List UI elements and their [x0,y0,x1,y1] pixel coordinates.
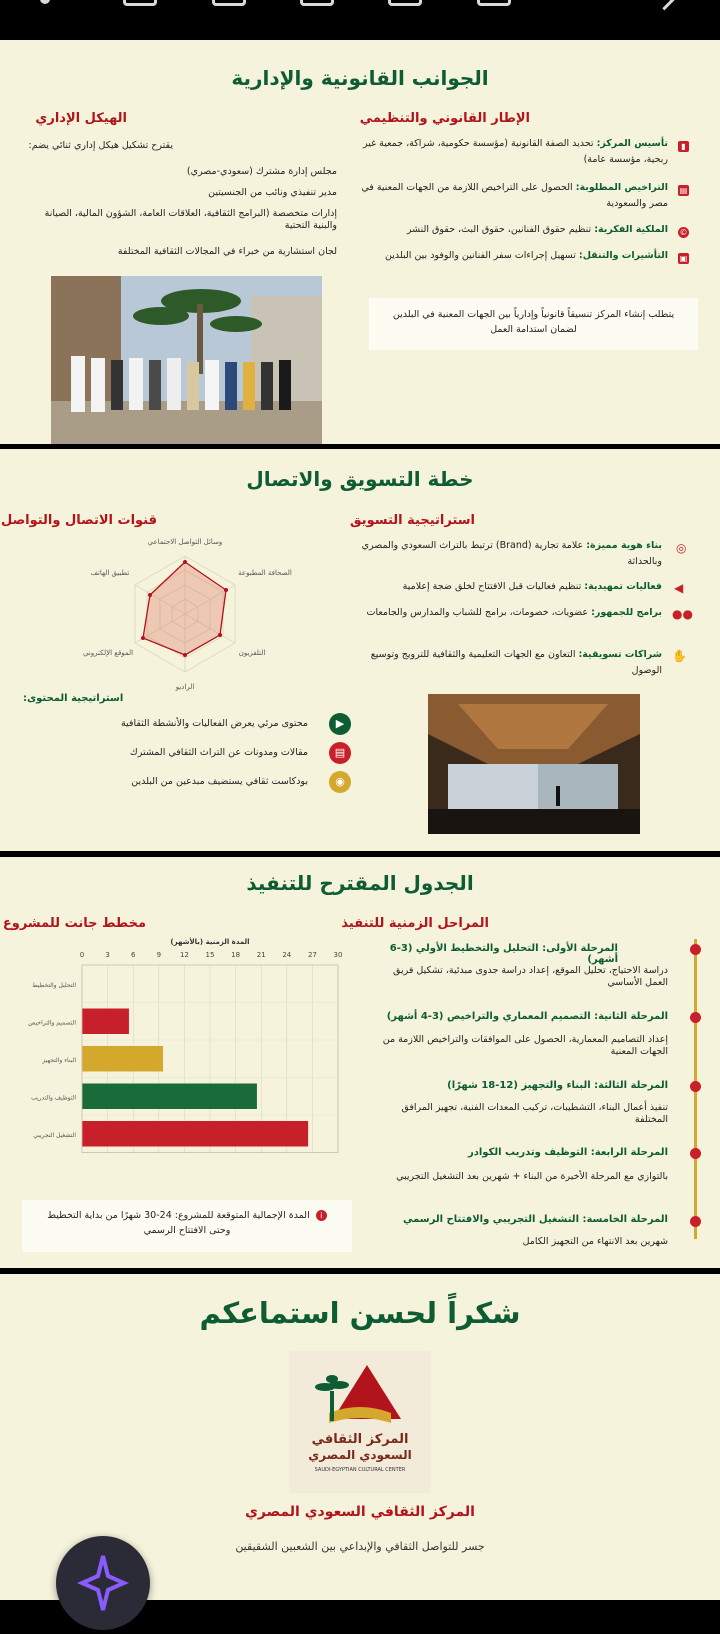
x-tick-label: 15 [205,951,215,959]
gantt-bar [82,1084,257,1110]
x-tick-label: 21 [256,951,266,959]
phase-text: تنفيذ أعمال البناء، التشطيبات، تركيب المعدات الفنية، تجهيز المرافق المختلفة [401,1102,668,1125]
admin-item: مجلس إدارة مشترك (سعودي-مصري) [186,166,337,177]
phase-text: دراسة الاحتياج، تحليل الموقع، إعداد دراسة جدوى مبدئية، تشكيل فريق العمل الأساسي [393,965,668,988]
svg-text:SAUDI-EGYPTIAN CULTURAL CENTER: SAUDI-EGYPTIAN CULTURAL CENTER [314,1467,406,1473]
legal-item: التراخيص المطلوبة: الحصول على التراخيص اللازمة من الجهات المعنية في مصر والسعودية [361,182,668,209]
legal-note: يتطلب إنشاء المركز تنسيقاً قانونياً وإدارياً بين الجهات المعنية في البلدين لضمان استدامة العمل [369,298,698,350]
x-tick-label: 30 [333,951,343,959]
megaphone-icon: ◀ [674,581,684,595]
phase-title: المرحلة الخامسة: التشغيل التجريبي والافتتاح الرسمي [402,1214,668,1225]
copyright-icon: © [679,228,688,237]
phase-text: شهرين بعد الانتهاء من التجهيز الكامل [522,1236,668,1247]
building-icon: ▮ [678,141,689,152]
sparkle-icon [56,1536,150,1630]
legal-heading: الإطار القانوني والتنظيمي [359,111,530,126]
thanks-title: شكراً لحسن استماعكم [199,1296,521,1330]
gantt-chart [20,935,350,1167]
y-tick-label: التحليل والتخطيط [32,981,76,989]
timeline-dot [690,944,701,955]
assistant-fab-button[interactable] [56,1536,150,1630]
x-tick-label: 27 [307,951,317,959]
radar-label: الموقع الإلكتروني [82,649,134,657]
strategy-heading: استراتيجية التسويق [350,513,475,528]
inbox-icon[interactable] [388,0,422,6]
note-icon[interactable] [300,0,334,6]
top-toolbar [0,0,720,40]
admin-heading: الهيكل الإداري [35,111,127,126]
strategy-item: شراكات تسويقية: التعاون مع الجهات التعليمية والثقافية للترويج وتوسيع الوصول [370,649,662,676]
gantt-bar [82,1121,308,1147]
phase-title: المرحلة الأولى: التحليل والتخطيط الأولي (3-6 أشهر) [389,943,618,965]
timeline-dot [690,1216,701,1227]
admin-intro: يقترح تشكيل هيكل إداري ثنائي يضم: [28,140,173,151]
x-tick-label: 6 [130,951,136,959]
radar-label: الراديو [175,683,195,691]
legal-item: تأسيس المركز: تحديد الصفة القانونية (مؤسسة حكومية، شراكة، جمعية غير ربحية، مؤسسة عامة) [363,138,668,165]
radar-label: تطبيق الهاتف [90,569,130,577]
tagline: جسر للتواصل الثقافي والإبداعي بين الشعبين الشقيقين [235,1540,485,1553]
legal-item: الملكية الفكرية: تنظيم حقوق الفنانين، حقوق البث، حقوق النشر [406,224,668,235]
phase-text: بالتوازي مع المرحلة الأخيرة من البناء + شهرين بعد التشغيل التجريبي [396,1171,668,1182]
newspaper-icon: ▤ [329,742,351,764]
timeline-dot [690,1081,701,1092]
handshake-icon: ✋ [672,649,687,663]
slide-marketing [0,449,720,851]
document-icon[interactable] [212,0,246,6]
content-item: محتوى مرئي يعرض الفعاليات والأنشطة الثقافية [120,718,308,729]
gantt-heading: مخطط جانت للمشروع [2,916,146,931]
slide-timeline [0,857,720,1268]
phase-title: المرحلة الثانية: التصميم المعماري والتراخيص (3-4 أشهر) [386,1011,668,1022]
strategy-item: برامج للجمهور: عضويات، خصومات، برامج للشباب والمدارس والجامعات [366,607,662,618]
content-heading: استراتيجية المحتوى: [23,693,124,704]
y-tick-label: التشغيل التجريبي [33,1131,76,1139]
radar-label: وسائل التواصل الاجتماعي [147,538,223,546]
chevron-icon[interactable] [652,0,675,10]
svg-text:المركز الثقافي: المركز الثقافي [311,1432,409,1447]
group-photo [51,276,322,444]
center-name: المركز الثقافي السعودي المصري [245,1504,475,1520]
y-tick-label: البناء والتجهيز [42,1056,76,1064]
passport-icon: ▣ [679,254,688,263]
slide-title: الجدول المقترح للتنفيذ [246,871,474,895]
strategy-item: بناء هوية مميزة: علامة تجارية (Brand) ترتبط بالتراث السعودي والمصري وبالحداثة [361,540,662,567]
dot-icon[interactable] [40,0,50,4]
gantt-bar [82,1009,129,1035]
content-item: بودكاست ثقافي يستضيف مبدعين من البلدين [131,776,308,787]
info-icon: i [316,1210,327,1221]
admin-item: إدارات متخصصة (البرامج الثقافية، العلاقات العامة، الشؤون المالية، الصيانة والبنية التحتية [44,208,337,231]
x-tick-label: 9 [156,951,162,959]
video-icon: ▶ [329,713,351,735]
radar-label: الصحافة المطبوعة [238,569,292,577]
channels-heading: قنوات الاتصال والتواصل [0,513,157,528]
phase-title: المرحلة الثالثة: البناء والتجهيز (12-18 شهرًا) [447,1080,668,1091]
x-tick-label: 12 [179,951,189,959]
phase-text: إعداد التصاميم المعمارية، الحصول على الموافقات والتراخيص اللازمة من الجهات المعنية [382,1034,668,1057]
x-tick-label: 0 [79,951,85,959]
gantt-note [22,1200,352,1252]
content-item: مقالات ومدونات عن التراث الثقافي المشترك [129,747,308,758]
interior-photo [428,694,640,834]
admin-item: مدير تنفيذي ونائب من الجنسيتين [208,187,337,198]
admin-item: لجان استشارية من خبراء في المجالات الثقافية المختلفة [117,246,337,257]
legal-item: التأشيرات والتنقل: تسهيل إجراءات سفر الفنانين والوفود بين البلدين [385,250,668,261]
document-icon: ▤ [679,186,688,195]
gantt-bar [82,1046,163,1072]
phase-title: المرحلة الرابعة: التوظيف وتدريب الكوادر [467,1147,668,1158]
phases-heading: المراحل الزمنية للتنفيذ [341,916,489,931]
radar-label: التلفزيون [238,649,266,657]
y-tick-label: التوظيف والتدريب [31,1094,76,1102]
logo-graphic [289,1351,431,1493]
square-icon[interactable] [123,0,157,6]
x-axis-label: المدة الزمنية (بالأشهر) [170,938,250,946]
x-tick-label: 18 [231,951,241,959]
x-tick-label: 24 [282,951,292,959]
fingerprint-icon: ◎ [676,541,687,555]
timeline-dot [690,1148,701,1159]
y-tick-label: التصميم والتراخيص [28,1019,76,1027]
strategy-item: فعاليات تمهيدية: تنظيم فعاليات قبل الافتتاح لخلق ضجة إعلامية [402,581,662,592]
slide-legal-admin [0,40,720,444]
podcast-icon: ◉ [329,771,351,793]
channels-radar-chart [60,529,320,699]
shield-icon[interactable] [477,0,511,6]
x-tick-label: 3 [105,951,110,959]
center-logo [289,1351,431,1493]
svg-text:السعودي المصري: السعودي المصري [308,1448,412,1462]
gantt-note-text: المدة الإجمالية المتوقعة للمشروع: 24-30 شهرًا من بداية التخطيط وحتى الافتتاح الرسمي [47,1210,310,1236]
slide-title: خطة التسويق والاتصال [246,467,474,491]
slide-title: الجوانب القانونية والإدارية [231,66,489,90]
timeline-dot [690,1012,701,1023]
users-icon: ●● [672,607,693,621]
